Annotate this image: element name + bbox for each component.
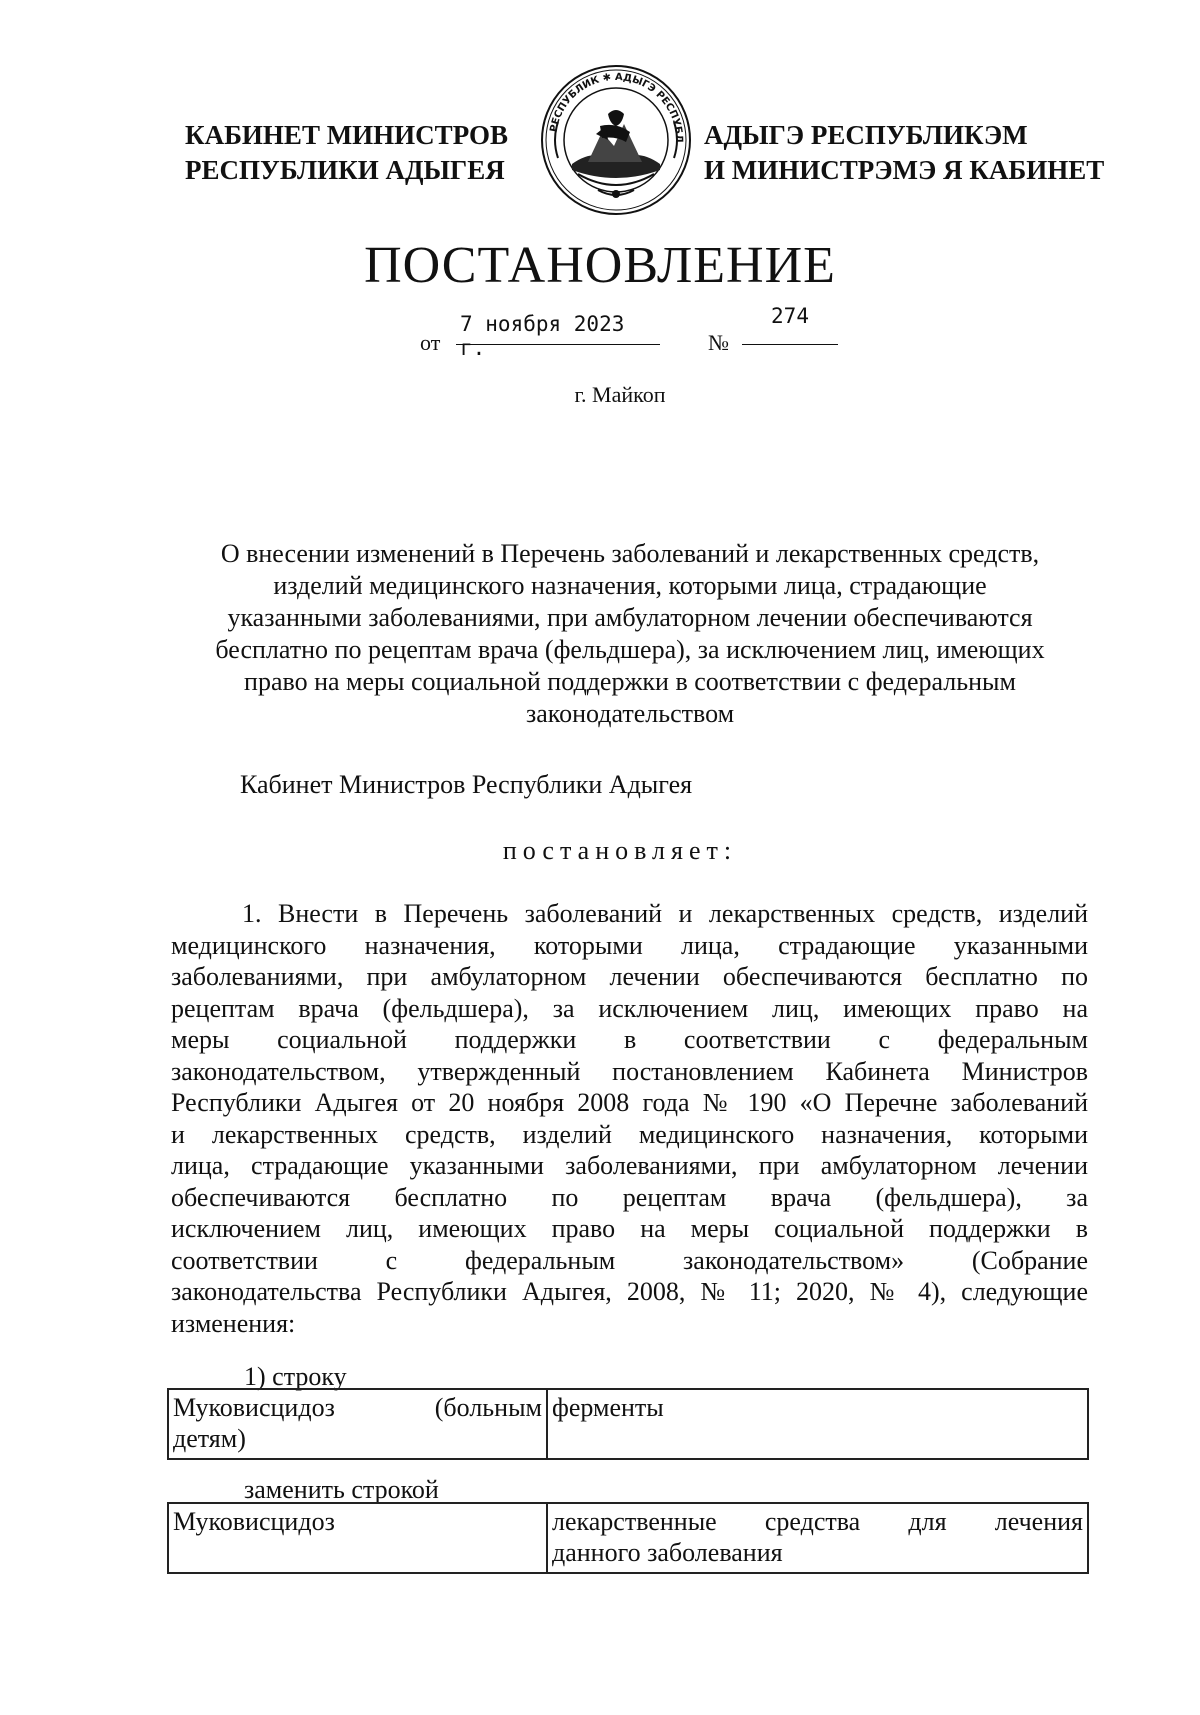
header-right — [704, 118, 1124, 188]
paragraph-line: медицинского назначения, которыми лица, страдающие указанными — [171, 930, 1088, 960]
paragraph-line: заболеваниями, при амбулаторном лечении обеспечиваются бесплатно по — [171, 962, 1088, 991]
paragraph-1 — [171, 898, 1088, 1339]
title-line: изделий медицинского назначения, которыми лица, страдающие — [273, 571, 987, 600]
date-prefix: от — [420, 330, 441, 355]
document-subject — [160, 538, 1100, 730]
paragraph-line: лица, страдающие указанными заболеваниями, при амбулаторном лечении — [171, 1151, 1088, 1180]
paragraph-line: изменения: — [171, 1308, 296, 1338]
new-row-disease-cell: Муковисцидоз — [168, 1503, 547, 1573]
title-line: законодательством — [525, 699, 735, 728]
old-row-disease-cell — [168, 1389, 547, 1459]
header-left-line-1: КАБИНЕТ МИНИСТРОВ — [185, 120, 509, 150]
paragraph-line: законодательством, утвержденный постановлением Кабинета Министров — [171, 1056, 1088, 1086]
paragraph-line: меры социальной поддержки в соответствии с федеральным — [171, 1025, 1088, 1054]
replace-label: заменить строкой — [244, 1475, 439, 1504]
decree-word: постановляет: — [502, 836, 738, 865]
document-type-title: ПОСТАНОВЛЕНИЕ — [364, 237, 836, 294]
old-row-table — [167, 1388, 1089, 1460]
paragraph-line: обеспечиваются бесплатно по рецептам врача (фельдшера), за — [171, 1182, 1088, 1212]
paragraph-line: законодательства Республики Адыгея, 2008, № 11; 2020, № 4), следующие — [171, 1277, 1088, 1306]
paragraph-line: соответствии с федеральным законодательством» (Собрание — [171, 1245, 1088, 1275]
title-line: бесплатно по рецептам врача (фельдшера), за исключением лиц, имеющих — [215, 635, 1045, 664]
header-right-line-1: АДЫГЭ РЕСПУБЛИКЭМ — [704, 120, 1028, 150]
header-left — [185, 118, 515, 188]
paragraph-line: рецептам врача (фельдшера), за исключением лиц, имеющих право на — [171, 993, 1088, 1023]
header-left-line-2: РЕСПУБЛИКИ АДЫГЕЯ — [185, 155, 505, 185]
cell-line: лекарственные средства для лечения — [552, 1507, 1083, 1536]
cell-line: детям) — [173, 1424, 246, 1453]
cell-line: Муковисцидоз (больным — [173, 1393, 542, 1422]
date-value: 7 ноября 2023 г. — [456, 312, 660, 345]
cell-line: данного заболевания — [552, 1538, 783, 1567]
table-row — [168, 1389, 1088, 1459]
header-right-line-2: И МИНИСТРЭМЭ Я КАБИНЕТ — [704, 155, 1105, 185]
new-row-medication-cell — [547, 1503, 1088, 1573]
paragraph-line: исключением лиц, имеющих право на меры социальной поддержки в — [171, 1214, 1088, 1243]
city: г. Майкоп — [574, 382, 666, 407]
table-row — [168, 1503, 1088, 1573]
new-row-table — [167, 1502, 1089, 1574]
old-row-medication-cell: ферменты — [547, 1389, 1088, 1459]
emblem-ring-text: РЕСПУБЛИК ✱ АДЫГЭ РЕСПУБЛ — [548, 71, 685, 143]
title-line: право на меры социальной поддержки в соответствии с федеральным — [244, 667, 1016, 696]
date-number-row — [420, 304, 860, 360]
coat-of-arms-icon — [538, 62, 694, 218]
paragraph-line: 1. Внести в Перечень заболеваний и лекарственных средств, изделий — [242, 899, 1088, 928]
paragraph-line: и лекарственных средств, изделий медицинского назначения, которыми — [171, 1119, 1088, 1149]
paragraph-line: Республики Адыгея от 20 ноября 2008 года № 190 «О Перечне заболеваний — [171, 1088, 1088, 1117]
number-value: 274 — [742, 304, 838, 345]
authority: Кабинет Министров Республики Адыгея — [240, 770, 693, 799]
item-1-label: 1) строку — [244, 1362, 347, 1391]
title-line: О внесении изменений в Перечень заболеваний и лекарственных средств, — [220, 539, 1040, 568]
title-line: указанными заболеваниями, при амбулаторном лечении обеспечиваются — [227, 603, 1033, 632]
number-prefix: № — [708, 330, 729, 355]
